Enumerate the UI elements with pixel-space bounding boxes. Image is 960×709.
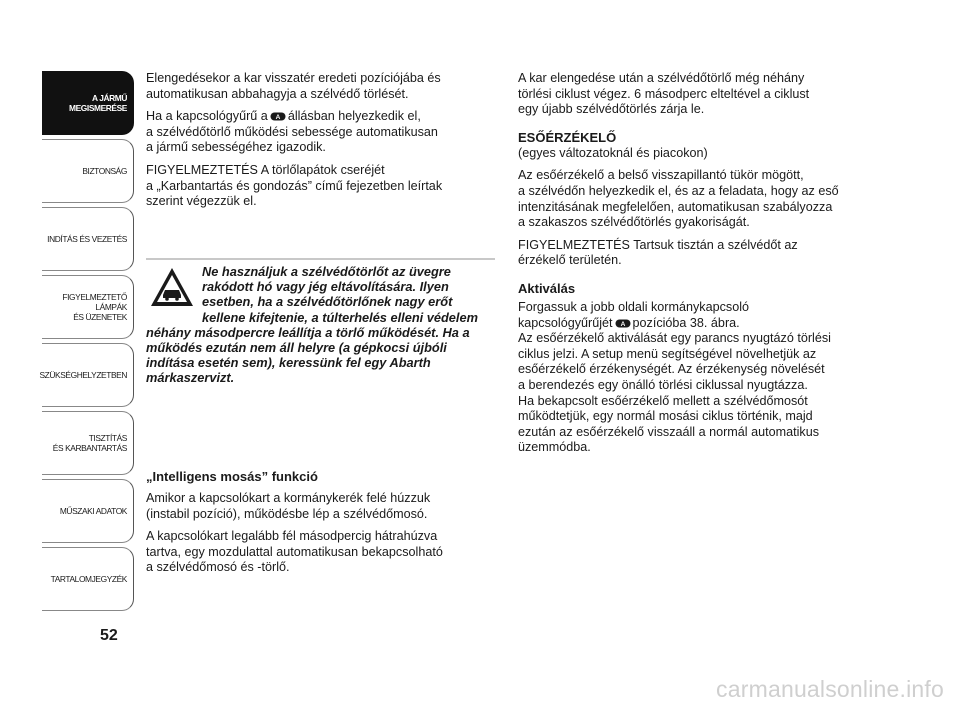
tab-starting-driving[interactable]: INDÍTÁS ÉS VEZETÉS — [42, 207, 134, 271]
section-heading-smart-wash: „Intelligens mosás” funkció — [146, 469, 318, 484]
section-heading-rain-sensor: ESŐÉRZÉKELŐ — [518, 129, 617, 145]
paragraph-wash-wipe: A kapcsolókart legalább fél másodpercig hátrahúzva tartva, egy mozdulattal automatikusan bekapcsolható a szélvédőmosó és -törlő. — [146, 529, 443, 575]
warning-divider — [146, 258, 495, 260]
paragraph-keep-clean: FIGYELMEZTETÉS Tartsuk tisztán a szélvédőt az érzékelő területén. — [518, 237, 798, 268]
paragraph-release: Elengedésekor a kar visszatér eredeti pozíciójába és automatikusan abbahagyja a szélvédő törlését. — [146, 71, 441, 101]
tab-cleaning-maintenance[interactable]: TISZTÍTÁS ÉS KARBANTARTÁS — [42, 411, 134, 475]
left-column-lower — [146, 469, 496, 583]
svg-text:A: A — [275, 114, 281, 122]
paragraph-after-release: A kar elengedése után a szélvédőtörlő még néhány törlési ciklust végez. 6 másodperc elteltével a ciklust egy újabb szélvédőtörlés zárja le. — [518, 71, 810, 117]
paragraph-washer: Amikor a kapcsolókart a kormánykerék felé húzzuk (instabil pozíció), működésbe lép a szélvédőmosó. — [146, 491, 431, 521]
paragraph-auto-speed: Ha a kapcsológyűrű a A állásban helyezkedik el, a szélvédőtörlő működési sebessége automatikusan a jármű sebességéhez igazodik. — [146, 109, 438, 155]
paragraph-blade-replacement: FIGYELMEZTETÉS A törlőlapátok cseréjét a „Karbantartás és gondozás” című fejezetben leírtak szerint végezzük el. — [146, 162, 443, 209]
chapter-tabs — [39, 71, 134, 615]
auto-position-icon — [615, 319, 631, 328]
right-column — [518, 71, 878, 463]
tab-technical-data[interactable]: MŰSZAKI ADATOK — [42, 479, 134, 543]
tab-vehicle-overview[interactable]: A JÁRMŰ MEGISMERÉSE — [42, 71, 134, 135]
tab-emergency[interactable]: SZÜKSÉGHELYZETBEN — [42, 343, 134, 407]
tab-warning-lights[interactable]: FIGYELMEZTETŐ LÁMPÁK ÉS ÜZENETEK — [42, 275, 134, 339]
page-number: 52 — [100, 627, 118, 644]
tab-safety[interactable]: BIZTONSÁG — [42, 139, 134, 203]
watermark: carmanualsonline.info — [716, 676, 944, 702]
auto-position-icon — [270, 112, 286, 121]
section-heading-activation: Aktiválás — [518, 280, 576, 296]
paragraph-rain-sensor: Az esőérzékelő a belső visszapillantó tükör mögött, a szélvédőn helyezkedik el, és az a feladata, hogy az eső intenzitásának megfelelően, automatikusan szabályozza a szakaszos szélvédőtörlés gyakoriságát. — [518, 168, 839, 230]
paragraph-activation: Forgassuk a jobb oldali kormánykapcsoló kapcsológyűrűjét A pozícióba 38. ábra. Az esőérzékelő aktiválását egy parancs nyugtázó törlési ciklus jelzi. A setup menü segítségével növelhetjük az esőérzékelő érzékenységét. Az érzékenység növelését a berendezés egy önálló törlési ciklussal nyugtázza. Ha bekapcsolt esőérzékelő mellett a szélvédőmosót működtetjük, egy normál mosási ciklus történik, majd ezután az esőérzékelő visszaáll a normál automatikus üzemmódba. — [518, 299, 831, 455]
svg-text:A: A — [620, 320, 625, 328]
left-column — [146, 71, 496, 217]
rain-sensor-subtitle: (egyes változatoknál és piacokon) — [518, 145, 708, 160]
warning-text: Ne használjuk a szélvédőtörlőt az üvegre rakódott hó vagy jég eltávolítására. Ilyen esetben, ha a szélvédőtörlőnek nagy erőt kellene kifejtenie, a túlterhelés elleni védelem néhány másodpercre leállítja a törlő működését. Ha a működés ezután nem áll helyre (a gépkocsi újbóli indítása esetén sem), keressünk fel egy Abarth márkaszervizt. — [146, 264, 478, 386]
tab-index[interactable]: TARTALOMJEGYZÉK — [42, 547, 134, 611]
